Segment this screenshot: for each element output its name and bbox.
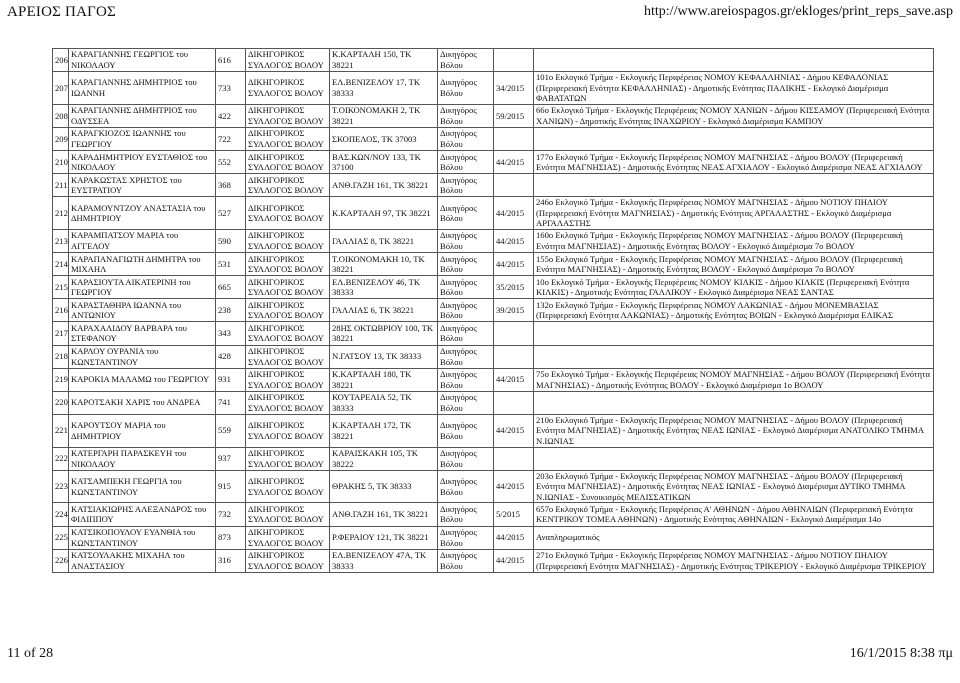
lawyer-name: ΚΑΡΑΜΠΑΤΣΟΥ ΜΑΡΙΑ του ΑΓΓΕΛΟΥ <box>69 230 216 253</box>
role: Δικηγόρος Βόλου <box>438 391 494 414</box>
table-row <box>53 549 934 572</box>
bar-association: ΔΙΚΗΓΟΡΙΚΟΣ ΣΥΛΛΟΓΟΣ ΒΟΛΟΥ <box>246 414 330 447</box>
bar-association: ΔΙΚΗΓΟΡΙΚΟΣ ΣΥΛΛΟΓΟΣ ΒΟΛΟΥ <box>246 276 330 299</box>
address: ΣΚΟΠΕΛΟΣ, ΤΚ 37003 <box>330 127 438 150</box>
row-number: 210 <box>53 151 69 174</box>
address: ΕΛ.ΒΕΝΙΖΕΛΟΥ 46, ΤΚ 38333 <box>330 276 438 299</box>
bar-association: ΔΙΚΗΓΟΡΙΚΟΣ ΣΥΛΛΟΓΟΣ ΒΟΛΟΥ <box>246 368 330 391</box>
page-url: http://www.areiospagos.gr/ekloges/print_reps_save.asp <box>644 4 953 19</box>
polling-assignment <box>534 322 934 345</box>
polling-assignment: 10ο Εκλογικό Τμήμα - Εκλογικής Περιφέρειας ΝΟΜΟΥ ΚΙΛΚΙΣ - Δήμου ΚΙΛΚΙΣ (Περιφερειακή Ενότητα ΚΙΛΚΙΣ) - Δημοτικής Ενότητας ΓΑΛΛΙΚΟΥ - Εκλογικό Διαμέρισμα ΝΕΑΣ ΣΑΝΤΑΣ <box>534 276 934 299</box>
decision-ref: 44/2015 <box>494 470 534 503</box>
address: ΚΑΡΑΙΣΚΑΚΗ 105, ΤΚ 38222 <box>330 447 438 470</box>
address: Τ.ΟΙΚΟΝΟΜΑΚΗ 10, ΤΚ 38221 <box>330 253 438 276</box>
role: Δικηγόρος Βόλου <box>438 127 494 150</box>
decision-ref <box>494 345 534 368</box>
table-row <box>53 253 934 276</box>
page-counter: 11 of 28 <box>7 646 54 661</box>
table-row <box>53 345 934 368</box>
registry-number: 422 <box>216 104 246 127</box>
address: ΒΑΣ.ΚΩΝ/ΝΟΥ 133, ΤΚ 37100 <box>330 151 438 174</box>
table-row <box>53 49 934 72</box>
decision-ref: 39/2015 <box>494 299 534 322</box>
polling-assignment <box>534 391 934 414</box>
registry-number: 722 <box>216 127 246 150</box>
bar-association: ΔΙΚΗΓΟΡΙΚΟΣ ΣΥΛΛΟΓΟΣ ΒΟΛΟΥ <box>246 151 330 174</box>
registry-number: 733 <box>216 72 246 105</box>
table-row <box>53 230 934 253</box>
lawyer-name: ΚΑΡΛΟΥ ΟΥΡΑΝΙΑ του ΚΩΝΣΤΑΝΤΙΝΟΥ <box>69 345 216 368</box>
address: ΑΝΘ.ΓΑΖΗ 161, ΤΚ 38221 <box>330 503 438 526</box>
table-row <box>53 322 934 345</box>
table-row <box>53 174 934 197</box>
decision-ref <box>494 49 534 72</box>
table-row <box>53 368 934 391</box>
row-number: 209 <box>53 127 69 150</box>
row-number: 215 <box>53 276 69 299</box>
decision-ref: 44/2015 <box>494 230 534 253</box>
bar-association: ΔΙΚΗΓΟΡΙΚΟΣ ΣΥΛΛΟΓΟΣ ΒΟΛΟΥ <box>246 549 330 572</box>
address: ΑΝΘ.ΓΑΖΗ 161, ΤΚ 38221 <box>330 174 438 197</box>
registry-number: 616 <box>216 49 246 72</box>
row-number: 212 <box>53 197 69 230</box>
role: Δικηγόρος Βόλου <box>438 299 494 322</box>
row-number: 217 <box>53 322 69 345</box>
decision-ref: 44/2015 <box>494 549 534 572</box>
lawyer-name: ΚΑΡΑΓΚΙΟΖΟΣ ΙΩΑΝΝΗΣ του ΓΕΩΡΓΙΟΥ <box>69 127 216 150</box>
lawyer-name: ΚΑΡΟΚΙΑ ΜΑΛΑΜΩ του ΓΕΩΡΓΙΟΥ <box>69 368 216 391</box>
row-number: 224 <box>53 503 69 526</box>
representatives-table <box>52 48 934 573</box>
address: 28ΗΣ ΟΚΤΩΒΡΙΟΥ 100, ΤΚ 38221 <box>330 322 438 345</box>
decision-ref: 44/2015 <box>494 526 534 549</box>
polling-assignment: 75ο Εκλογικό Τμήμα - Εκλογικής Περιφέρειας ΝΟΜΟΥ ΜΑΓΝΗΣΙΑΣ - Δήμου ΒΟΛΟΥ (Περιφερειακή Ενότητα ΜΑΓΝΗΣΙΑΣ) - Δημοτικής Ενότητας ΒΟΛΟΥ - Εκλογικό Διαμέρισμα 1ο ΒΟΛΟΥ <box>534 368 934 391</box>
polling-assignment <box>534 49 934 72</box>
role: Δικηγόρος Βόλου <box>438 104 494 127</box>
bar-association: ΔΙΚΗΓΟΡΙΚΟΣ ΣΥΛΛΟΓΟΣ ΒΟΛΟΥ <box>246 104 330 127</box>
lawyer-name: ΚΑΤΕΡΓΑΡΗ ΠΑΡΑΣΚΕΥΗ του ΝΙΚΟΛΑΟΥ <box>69 447 216 470</box>
decision-ref: 35/2015 <box>494 276 534 299</box>
registry-number: 428 <box>216 345 246 368</box>
row-number: 213 <box>53 230 69 253</box>
decision-ref <box>494 391 534 414</box>
polling-assignment: 101ο Εκλογικό Τμήμα - Εκλογικής Περιφέρειας ΝΟΜΟΥ ΚΕΦΑΛΛΗΝΙΑΣ - Δήμου ΚΕΦΑΛΟΝΙΑΣ (Περιφερειακή Ενότητα ΚΕΦΑΛΛΗΝΙΑΣ) - Δημοτικής Ενότητας ΠΑΛΙΚΗΣ - Εκλογικό Διαμέρισμα ΦΑΒΑΤΑΤΩΝ <box>534 72 934 105</box>
row-number: 226 <box>53 549 69 572</box>
table-row <box>53 151 934 174</box>
decision-ref <box>494 322 534 345</box>
lawyer-name: ΚΑΡΑΚΩΣΤΑΣ ΧΡΗΣΤΟΣ του ΕΥΣΤΡΑΤΙΟΥ <box>69 174 216 197</box>
registry-number: 238 <box>216 299 246 322</box>
address: ΘΡΑΚΗΣ 5, ΤΚ 38333 <box>330 470 438 503</box>
decision-ref <box>494 447 534 470</box>
table-row <box>53 104 934 127</box>
registry-number: 527 <box>216 197 246 230</box>
table-row <box>53 470 934 503</box>
lawyer-name: ΚΑΡΑΔΗΜΗΤΡΙΟΥ ΕΥΣΤΑΘΙΟΣ του ΝΙΚΟΛΑΟΥ <box>69 151 216 174</box>
lawyer-name: ΚΑΤΣΙΑΚΙΩΡΗΣ ΑΛΕΞΑΝΔΡΟΣ του ΦΙΛΙΠΠΟΥ <box>69 503 216 526</box>
role: Δικηγόρος Βόλου <box>438 345 494 368</box>
bar-association: ΔΙΚΗΓΟΡΙΚΟΣ ΣΥΛΛΟΓΟΣ ΒΟΛΟΥ <box>246 49 330 72</box>
address: Κ.ΚΑΡΤΑΛΗ 172, ΤΚ 38221 <box>330 414 438 447</box>
table-row <box>53 299 934 322</box>
address: Ν.ΓΑΤΣΟΥ 13, ΤΚ 38333 <box>330 345 438 368</box>
decision-ref: 44/2015 <box>494 368 534 391</box>
polling-assignment: 657ο Εκλογικό Τμήμα - Εκλογικής Περιφέρειας Α' ΑΘΗΝΩΝ - Δήμου ΑΘΗΝΑΙΩΝ (Περιφερειακή Ενότητα ΚΕΝΤΡΙΚΟΥ ΤΟΜΕΑ ΑΘΗΝΩΝ) - Δημοτικής Ενότητας ΑΘΗΝΑΙΩΝ - Εκλογικό Διαμέρισμα 14ο <box>534 503 934 526</box>
registry-number: 873 <box>216 526 246 549</box>
table-row <box>53 414 934 447</box>
role: Δικηγόρος Βόλου <box>438 368 494 391</box>
row-number: 225 <box>53 526 69 549</box>
lawyer-name: ΚΑΡΑΜΟΥΝΤΖΟΥ ΑΝΑΣΤΑΣΙΑ του ΔΗΜΗΤΡΙΟΥ <box>69 197 216 230</box>
lawyer-name: ΚΑΡΟΥΤΣΟΥ ΜΑΡΙΑ του ΔΗΜΗΤΡΙΟΥ <box>69 414 216 447</box>
polling-assignment: 246ο Εκλογικό Τμήμα - Εκλογικής Περιφέρειας ΝΟΜΟΥ ΜΑΓΝΗΣΙΑΣ - Δήμου ΝΟΤΙΟΥ ΠΗΛΙΟΥ (Περιφερειακή Ενότητα ΜΑΓΝΗΣΙΑΣ) - Δημοτικής Ενότητας ΑΡΓΑΛΑΣΤΗΣ - Εκλογικό Διαμέρισμα ΑΡΓΑΛΑΣΤΗΣ <box>534 197 934 230</box>
bar-association: ΔΙΚΗΓΟΡΙΚΟΣ ΣΥΛΛΟΓΟΣ ΒΟΛΟΥ <box>246 447 330 470</box>
table-row <box>53 503 934 526</box>
table-row <box>53 72 934 105</box>
role: Δικηγόρος Βόλου <box>438 414 494 447</box>
registry-number: 937 <box>216 447 246 470</box>
lawyer-name: ΚΑΡΑΓΙΑΝΝΗΣ ΓΕΩΡΓΙΟΣ του ΝΙΚΟΛΑΟΥ <box>69 49 216 72</box>
table-row <box>53 391 934 414</box>
lawyer-name: ΚΑΡΑΣΤΑΘΗΡΑ ΙΩΑΝΝΑ του ΑΝΤΩΝΙΟΥ <box>69 299 216 322</box>
polling-assignment: 132ο Εκλογικό Τμήμα - Εκλογικής Περιφέρειας ΝΟΜΟΥ ΛΑΚΩΝΙΑΣ - Δήμου ΜΟΝΕΜΒΑΣΙΑΣ (Περιφερειακή Ενότητα ΛΑΚΩΝΙΑΣ) - Δημοτικής Ενότητας ΒΟΙΩΝ - Εκλογικό Διαμέρισμα ΕΛΙΚΑΣ <box>534 299 934 322</box>
bar-association: ΔΙΚΗΓΟΡΙΚΟΣ ΣΥΛΛΟΓΟΣ ΒΟΛΟΥ <box>246 470 330 503</box>
polling-assignment: 271ο Εκλογικό Τμήμα - Εκλογικής Περιφέρειας ΝΟΜΟΥ ΜΑΓΝΗΣΙΑΣ - Δήμου ΝΟΤΙΟΥ ΠΗΛΙΟΥ (Περιφερειακή Ενότητα ΜΑΓΝΗΣΙΑΣ) - Δημοτικής Ενότητας ΤΡΙΚΕΡΙΟΥ - Εκλογικό Διαμέρισμα ΤΡΙΚΕΡΙΟΥ <box>534 549 934 572</box>
decision-ref: 59/2015 <box>494 104 534 127</box>
registry-number: 931 <box>216 368 246 391</box>
bar-association: ΔΙΚΗΓΟΡΙΚΟΣ ΣΥΛΛΟΓΟΣ ΒΟΛΟΥ <box>246 391 330 414</box>
role: Δικηγόρος Βόλου <box>438 470 494 503</box>
registry-number: 590 <box>216 230 246 253</box>
registry-number: 531 <box>216 253 246 276</box>
registry-number: 665 <box>216 276 246 299</box>
polling-assignment: 160ο Εκλογικό Τμήμα - Εκλογικής Περιφέρειας ΝΟΜΟΥ ΜΑΓΝΗΣΙΑΣ - Δήμου ΒΟΛΟΥ (Περιφερειακή Ενότητα ΜΑΓΝΗΣΙΑΣ) - Δημοτικής Ενότητας ΒΟΛΟΥ - Εκλογικό Διαμέρισμα 7ο ΒΟΛΟΥ <box>534 230 934 253</box>
role: Δικηγόρος Βόλου <box>438 503 494 526</box>
bar-association: ΔΙΚΗΓΟΡΙΚΟΣ ΣΥΛΛΟΓΟΣ ΒΟΛΟΥ <box>246 197 330 230</box>
registry-number: 915 <box>216 470 246 503</box>
bar-association: ΔΙΚΗΓΟΡΙΚΟΣ ΣΥΛΛΟΓΟΣ ΒΟΛΟΥ <box>246 322 330 345</box>
decision-ref <box>494 127 534 150</box>
role: Δικηγόρος Βόλου <box>438 151 494 174</box>
table-row <box>53 526 934 549</box>
row-number: 220 <box>53 391 69 414</box>
polling-assignment: 203ο Εκλογικό Τμήμα - Εκλογικής Περιφέρειας ΝΟΜΟΥ ΜΑΓΝΗΣΙΑΣ - Δήμου ΒΟΛΟΥ (Περιφερειακή Ενότητα ΜΑΓΝΗΣΙΑΣ) - Δημοτικής Ενότητας ΝΕΑΣ ΙΩΝΙΑΣ - Εκλογικό Διαμέρισμα ΔΥΤΙΚΟ ΤΜΗΜΑ Ν.ΙΩΝΙΑΣ - Συνοικισμός ΜΕΛΙΣΣΑΤΙΚΩΝ <box>534 470 934 503</box>
address: ΕΛ.ΒΕΝΙΖΕΛΟΥ 17, ΤΚ 38333 <box>330 72 438 105</box>
row-number: 222 <box>53 447 69 470</box>
role: Δικηγόρος Βόλου <box>438 49 494 72</box>
page-header <box>7 4 953 22</box>
role: Δικηγόρος Βόλου <box>438 322 494 345</box>
decision-ref: 44/2015 <box>494 414 534 447</box>
table-row <box>53 127 934 150</box>
decision-ref: 44/2015 <box>494 253 534 276</box>
decision-ref <box>494 174 534 197</box>
lawyer-name: ΚΑΡΑΧΑΛΙΔΟΥ ΒΑΡΒΑΡΑ του ΣΤΕΦΑΝΟΥ <box>69 322 216 345</box>
lawyer-name: ΚΑΡΑΓΙΑΝΝΗΣ ΔΗΜΗΤΡΙΟΣ του ΟΔΥΣΣΕΑ <box>69 104 216 127</box>
role: Δικηγόρος Βόλου <box>438 276 494 299</box>
polling-assignment: 177ο Εκλογικό Τμήμα - Εκλογικής Περιφέρειας ΝΟΜΟΥ ΜΑΓΝΗΣΙΑΣ - Δήμου ΒΟΛΟΥ (Περιφερειακή Ενότητα ΜΑΓΝΗΣΙΑΣ) - Δημοτικής Ενότητας ΝΕΑΣ ΑΓΧΙΑΛΟΥ - Εκλογικό Διαμέρισμα ΝΕΑΣ ΑΓΧΙΑΛΟΥ <box>534 151 934 174</box>
bar-association: ΔΙΚΗΓΟΡΙΚΟΣ ΣΥΛΛΟΓΟΣ ΒΟΛΟΥ <box>246 345 330 368</box>
decision-ref: 34/2015 <box>494 72 534 105</box>
print-datetime: 16/1/2015 8:38 πμ <box>849 646 953 661</box>
row-number: 206 <box>53 49 69 72</box>
registry-number: 732 <box>216 503 246 526</box>
row-number: 218 <box>53 345 69 368</box>
row-number: 207 <box>53 72 69 105</box>
row-number: 223 <box>53 470 69 503</box>
registry-number: 552 <box>216 151 246 174</box>
address: Ρ.ΦΕΡΑΙΟΥ 121, ΤΚ 38221 <box>330 526 438 549</box>
address: Κ.ΚΑΡΤΑΛΗ 180, ΤΚ 38221 <box>330 368 438 391</box>
polling-assignment: Αναπληρωματικός <box>534 526 934 549</box>
address: ΓΑΛΛΙΑΣ 6, ΤΚ 38221 <box>330 299 438 322</box>
table-body <box>53 49 934 573</box>
address: ΚΟΥΤΑΡΕΛΙΑ 52, ΤΚ 38333 <box>330 391 438 414</box>
address: ΕΛ.ΒΕΝΙΖΕΛΟΥ 47Α, ΤΚ 38333 <box>330 549 438 572</box>
polling-assignment <box>534 174 934 197</box>
lawyer-name: ΚΑΤΣΑΜΠΕΚΗ ΓΕΩΡΓΙΑ του ΚΩΝΣΤΑΝΤΙΝΟΥ <box>69 470 216 503</box>
decision-ref: 44/2015 <box>494 197 534 230</box>
lawyer-name: ΚΑΡΑΠΑΝΑΓΙΩΤΗ ΔΗΜΗΤΡΑ του ΜΙΧΑΗΛ <box>69 253 216 276</box>
row-number: 219 <box>53 368 69 391</box>
decision-ref: 44/2015 <box>494 151 534 174</box>
role: Δικηγόρος Βόλου <box>438 253 494 276</box>
bar-association: ΔΙΚΗΓΟΡΙΚΟΣ ΣΥΛΛΟΓΟΣ ΒΟΛΟΥ <box>246 503 330 526</box>
lawyer-name: ΚΑΡΑΣΙΟΥΤΑ ΑΙΚΑΤΕΡΙΝΗ του ΓΕΩΡΓΙΟΥ <box>69 276 216 299</box>
address: Τ.ΟΙΚΟΝΟΜΑΚΗ 2, ΤΚ 38221 <box>330 104 438 127</box>
table-row <box>53 447 934 470</box>
polling-assignment: 210ο Εκλογικό Τμήμα - Εκλογικής Περιφέρειας ΝΟΜΟΥ ΜΑΓΝΗΣΙΑΣ - Δήμου ΒΟΛΟΥ (Περιφερειακή Ενότητα ΜΑΓΝΗΣΙΑΣ) - Δημοτικής Ενότητας ΝΕΑΣ ΙΩΝΙΑΣ - Εκλογικό Διαμέρισμα ΑΝΑΤΟΛΙΚΟ ΤΜΗΜΑ Ν.ΙΩΝΙΑΣ <box>534 414 934 447</box>
row-number: 211 <box>53 174 69 197</box>
row-number: 221 <box>53 414 69 447</box>
row-number: 216 <box>53 299 69 322</box>
table-row <box>53 276 934 299</box>
lawyer-name: ΚΑΡΟΤΣΑΚΗ ΧΑΡΙΣ του ΑΝΔΡΕΑ <box>69 391 216 414</box>
registry-number: 343 <box>216 322 246 345</box>
polling-assignment <box>534 447 934 470</box>
address: Κ.ΚΑΡΤΑΛΗ 97, ΤΚ 38221 <box>330 197 438 230</box>
bar-association: ΔΙΚΗΓΟΡΙΚΟΣ ΣΥΛΛΟΓΟΣ ΒΟΛΟΥ <box>246 299 330 322</box>
page-title: ΑΡΕΙΟΣ ΠΑΓΟΣ <box>7 4 116 20</box>
lawyer-name: ΚΑΡΑΓΙΑΝΝΗΣ ΔΗΜΗΤΡΙΟΣ του ΙΩΑΝΝΗ <box>69 72 216 105</box>
bar-association: ΔΙΚΗΓΟΡΙΚΟΣ ΣΥΛΛΟΓΟΣ ΒΟΛΟΥ <box>246 174 330 197</box>
bar-association: ΔΙΚΗΓΟΡΙΚΟΣ ΣΥΛΛΟΓΟΣ ΒΟΛΟΥ <box>246 253 330 276</box>
registry-number: 316 <box>216 549 246 572</box>
address: Κ.ΚΑΡΤΑΛΗ 150, ΤΚ 38221 <box>330 49 438 72</box>
polling-assignment: 155ο Εκλογικό Τμήμα - Εκλογικής Περιφέρειας ΝΟΜΟΥ ΜΑΓΝΗΣΙΑΣ - Δήμου ΒΟΛΟΥ (Περιφερειακή Ενότητα ΜΑΓΝΗΣΙΑΣ) - Δημοτικής Ενότητας ΒΟΛΟΥ - Εκλογικό Διαμέρισμα 7ο ΒΟΛΟΥ <box>534 253 934 276</box>
row-number: 208 <box>53 104 69 127</box>
decision-ref: 5/2015 <box>494 503 534 526</box>
role: Δικηγόρος Βόλου <box>438 549 494 572</box>
polling-assignment <box>534 127 934 150</box>
registry-number: 368 <box>216 174 246 197</box>
table-row <box>53 197 934 230</box>
polling-assignment: 66ο Εκλογικό Τμήμα - Εκλογικής Περιφέρειας ΝΟΜΟΥ ΧΑΝΙΩΝ - Δήμου ΚΙΣΣΑΜΟΥ (Περιφερειακή Ενότητα ΧΑΝΙΩΝ) - Δημοτικής Ενότητας ΙΝΑΧΩΡΙΟΥ - Εκλογικό Διαμέρισμα ΚΑΜΠΟΥ <box>534 104 934 127</box>
role: Δικηγόρος Βόλου <box>438 230 494 253</box>
bar-association: ΔΙΚΗΓΟΡΙΚΟΣ ΣΥΛΛΟΓΟΣ ΒΟΛΟΥ <box>246 526 330 549</box>
registry-number: 741 <box>216 391 246 414</box>
role: Δικηγόρος Βόλου <box>438 197 494 230</box>
row-number: 214 <box>53 253 69 276</box>
page-footer <box>7 646 953 664</box>
bar-association: ΔΙΚΗΓΟΡΙΚΟΣ ΣΥΛΛΟΓΟΣ ΒΟΛΟΥ <box>246 72 330 105</box>
polling-assignment <box>534 345 934 368</box>
lawyer-name: ΚΑΤΣΟΥΛΑΚΗΣ ΜΙΧΑΗΛ του ΑΝΑΣΤΑΣΙΟΥ <box>69 549 216 572</box>
role: Δικηγόρος Βόλου <box>438 447 494 470</box>
address: ΓΑΛΛΙΑΣ 8, ΤΚ 38221 <box>330 230 438 253</box>
lawyer-name: ΚΑΤΣΙΚΟΠΟΥΛΟΥ ΕΥΑΝΘΙΑ του ΚΩΝΣΤΑΝΤΙΝΟΥ <box>69 526 216 549</box>
role: Δικηγόρος Βόλου <box>438 72 494 105</box>
role: Δικηγόρος Βόλου <box>438 526 494 549</box>
registry-number: 559 <box>216 414 246 447</box>
bar-association: ΔΙΚΗΓΟΡΙΚΟΣ ΣΥΛΛΟΓΟΣ ΒΟΛΟΥ <box>246 127 330 150</box>
role: Δικηγόρος Βόλου <box>438 174 494 197</box>
bar-association: ΔΙΚΗΓΟΡΙΚΟΣ ΣΥΛΛΟΓΟΣ ΒΟΛΟΥ <box>246 230 330 253</box>
